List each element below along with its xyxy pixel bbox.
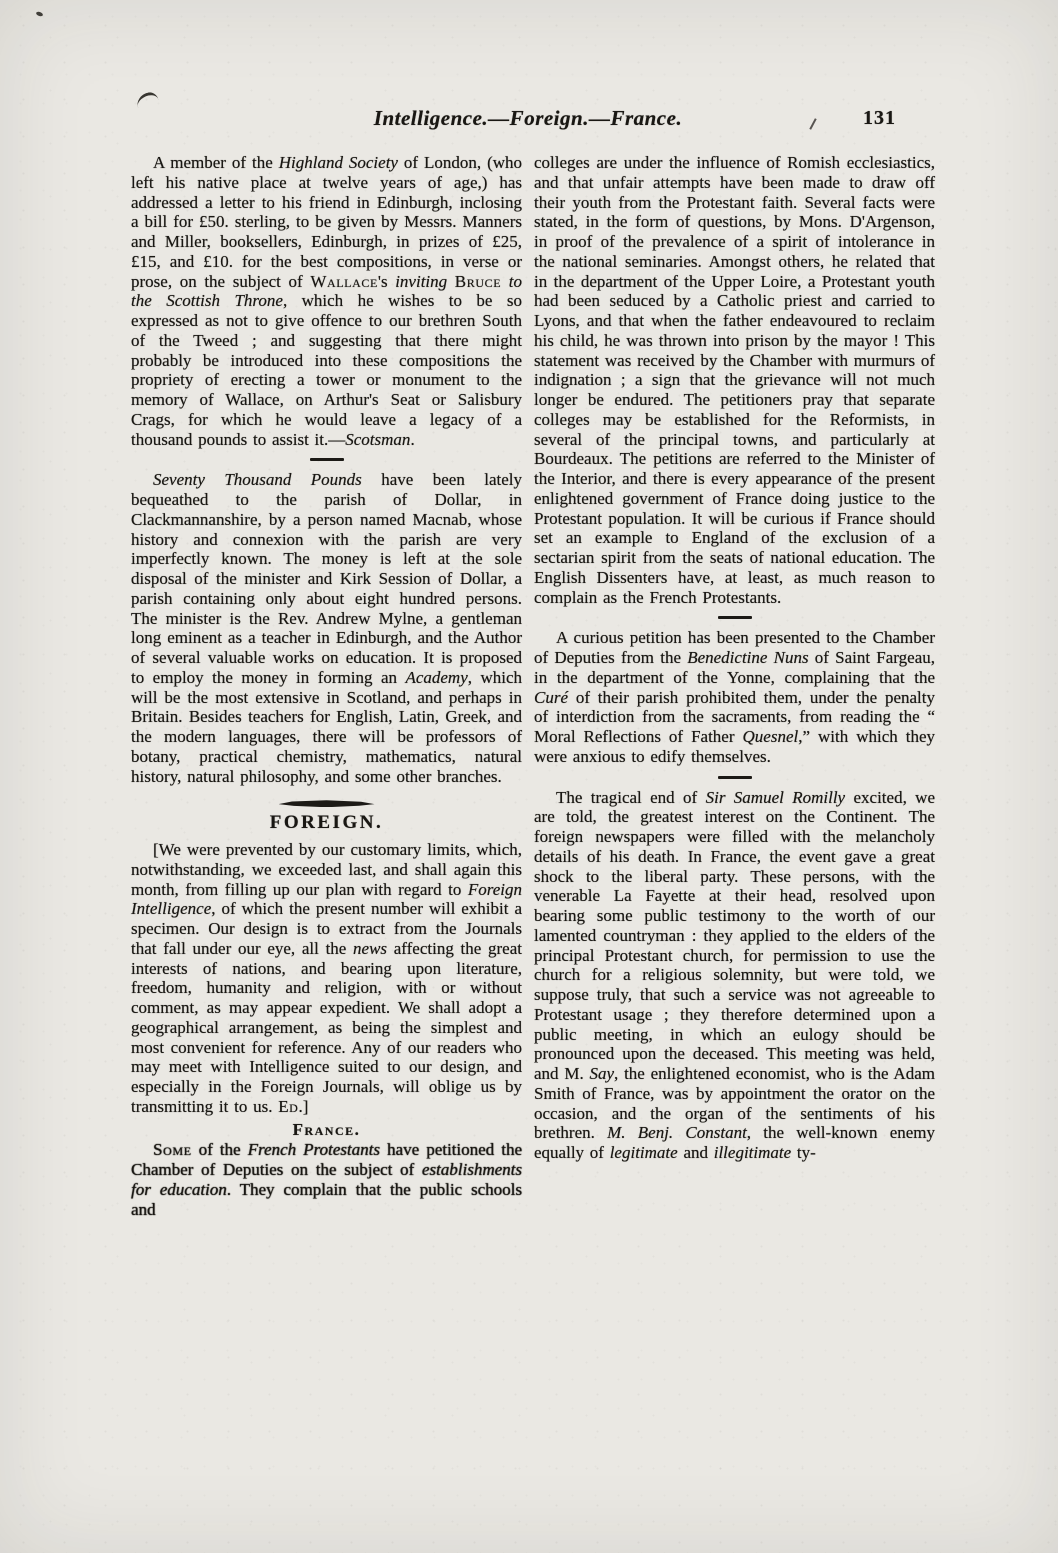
scan-artifact [135, 91, 159, 108]
right-column [534, 153, 935, 1163]
editor-note: [We were prevented by our customary limits, which, notwithstanding, we exceeded last, and shall again this month, from filling up our plan with regard to Foreign Intelligence, of which the present number will exhibit a specimen. Our design is to extract from the Journals that fall under our eye, all the news affecting the great interests of nations, and bearing upon literature, freedom, humanity and religion, with or without comment, as may appear expedient. We shall adopt a geographical arrangement, as being the simplest and most convenient for reference. Any of our readers who may meet with Intelligence suited to our design, and especially in the Foreign Journals, will oblige us by transmitting it to us. Ed.] [131, 840, 522, 1116]
article-romilly: The tragical end of Sir Samuel Romilly excited, we are told, the greatest interest on the Continent. The foreign newspapers were filled with the melancholy details of his death. In France, the event gave a great shock to the liberal party. These persons, with the venerable La Fayette at their head, resolved upon bearing some public testimony to the worth of our lamented countryman : they applied to the elders of the principal Protestant church, for permission to use the church for a religious solemnity, but were told, we suppose truly, that such a service was not agreeable to Protestant usage ; they therefore determined upon a public meeting, in which an eulogy should be pronounced upon the deceased. This meeting was held, and M. Say, the enlightened economist, who is the Adam Smith of France, was by appointment the orator on the occasion, and the organ of the sentiments of his brethren. M. Benj. Constant, the well-known enemy equally of legitimate and illegitimate ty- [534, 787, 936, 1162]
page-header [132, 106, 924, 140]
france-section-heading: France. [292, 1119, 361, 1139]
article-french-protestants-continued: colleges are under the influence of Romish ecclesiastics, and that unfair attempts have been made to draw off their youth from the Protestant faith. Several facts were stated, in the form of questions, by Mons. D'Argenson, in proof of the prevalence of a spirit of intolerance in the national seminaries. Amongst others, he related that in the department of the Upper Loire, a Protestant youth had been seduced by a Catholic priest and carried to Lyons, and that when the father endeavoured to reclaim his child, he was thrown into prison by the mayor ! This statement was received by the Chamber with murmurs of indignation ; a sign that the grievance will not much longer be endured. The petitioners pray that separate colleges may be established for the Reformists, in several of the principal towns, and particularly at Bourdeaux. The petitions are referred to the Minister of the Interior, and there is every appearance of the present enlightened government of France doing justice to the Protestant population. It will be curious if France should set an example to England of the exclusion of a sectarian spirit from the seats of national education. The English Dissenters have, at least, as much reason to complain as the French Protestants. [534, 153, 935, 607]
section-divider [718, 616, 752, 619]
scan-artifact [36, 11, 44, 17]
ornamental-divider [279, 800, 375, 807]
foreign-section-heading: FOREIGN. [269, 812, 384, 834]
section-divider [310, 458, 344, 461]
article-french-protestants: Some of the French Protestants have petitioned the Chamber of Deputies on the subject of establishments for education. They complain that the public schools and [131, 1140, 523, 1219]
article-seventy-thousand-pounds: Seventy Thousand Pounds have been lately bequeathed to the parish of Dollar, in Clackmannanshire, by a person named Macnab, whose history and connexion with the parish are very imperfectly known. The money is left at the sole disposal of the minister and Kirk Session of Dollar, a parish containing only about eight hundred persons. The minister is the Rev. Andrew Mylne, a gentleman long eminent as a teacher in Edinburgh, and the Author of several valuable works on education. It is proposed to employ the money in forming an Academy, which will be the most extensive in Scotland, and perhaps in Britain. Besides teachers for English, Latin, Greek, and the modern languages, there will be professors of botany, practical chemistry, mathematics, natural history, natural philosophy, and some other branches. [131, 470, 522, 786]
running-title: Intelligence.—Foreign.—France. [373, 106, 683, 130]
article-benedictine-nuns: A curious petition has been presented to the Chamber of Deputies from the Benedictine Nuns of Saint Fargeau, in the department of the Yonne, complaining that the Curé of their parish prohibited them, under the penalty of interdiction from the sacraments, from reading the “ Moral Reflections of Father Quesnel,” with which they were anxious to edify themselves. [534, 628, 935, 766]
page-number: 131 [863, 107, 896, 129]
left-column [131, 153, 522, 1219]
article-highland-society: A member of the Highland Society of London, (who left his native place at twelve years of age,) has addressed a letter to his friend in Edinburgh, inclosing a bill for £50. sterling, to be given by Messrs. Manners and Miller, booksellers, Edinburgh, in prizes of £25, £15, and £10. for the best compositions, in verse or prose, on the subject of Wallace's inviting Bruce to the Scottish Throne, which he wishes to be so expressed as not to give offence to our brethren South of the Tweed ; and suggesting that there might probably be introduced into these compositions the propriety of erecting a tower or monument to the memory of Wallace, on Arthur's Seat or Salisbury Crags, for which he would leave a legacy of a thousand pounds to assist it.—Scotsman. [131, 153, 523, 449]
section-divider [718, 776, 752, 779]
